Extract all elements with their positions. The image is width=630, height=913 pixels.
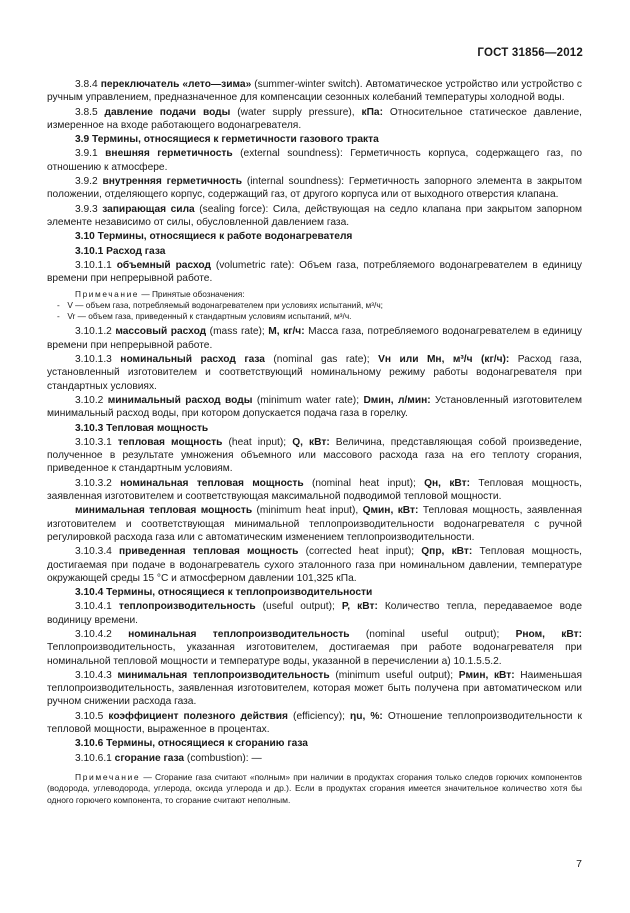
- term-text: Теплопроизводительность, указанная изготовителем, достигаемая при работе водонагревателя при номинальной тепловой мощности и температуре воды, указанной в перечислении а) 10.1.5.5.2.: [47, 642, 582, 667]
- term-text: (corrected heat input);: [298, 546, 422, 558]
- term-unit: Pном, кВт:: [515, 628, 583, 640]
- term-text: (sealing force): Сила, действующая на седло клапана при закрытом запорном элементе независимо от силы, обусловленной давлением газа.: [47, 203, 583, 228]
- term-text: 3.10.6.1: [75, 752, 115, 764]
- term-text: 3.10.5: [75, 710, 109, 722]
- term-definition: [47, 477, 582, 504]
- term-name: номинальная тепловая мощность: [120, 477, 304, 489]
- term-definition: [47, 752, 582, 765]
- term-text: 3.9.3: [75, 203, 103, 215]
- term-text: Тепловая мощность, достигаемая при подаче в водонагреватель сухого эталонного газа при номинальном давлении, температуре окружающей среды 15 °С и атмосферном давлении 101,325 кПа.: [47, 546, 582, 584]
- note-item: - V — объем газа, потребляемый водонагревателем при условиях испытаний, м³/ч;: [57, 300, 383, 311]
- term-text: (mass rate);: [206, 326, 269, 338]
- term-text: (heat input);: [222, 436, 293, 448]
- term-name: давление подачи воды: [104, 106, 231, 118]
- term-text: 3.10.1.3: [75, 354, 121, 366]
- term-name: тепловая мощность: [117, 436, 223, 448]
- term-text: 3.10.1.1: [75, 259, 117, 271]
- term-text: Масса газа, потребляемого водонагревателем в единицу времени при непрерывной работе.: [47, 326, 582, 351]
- term-name: коэффициент полезного действия: [108, 710, 288, 722]
- term-definition: [47, 147, 582, 174]
- term-name: внешняя герметичность: [105, 148, 233, 160]
- term-definition: [47, 436, 582, 476]
- term-definition: [47, 669, 582, 709]
- term-unit: ηu, %:: [350, 710, 383, 722]
- term-name: объемный расход: [116, 259, 211, 271]
- note-obs: [47, 289, 582, 322]
- term-name: массовый расход: [115, 326, 207, 338]
- term-text: (internal soundness): Герметичность запорного элемента в закрытом положении, отделяющего корпус, содержащий газ, от другого корпуса или от выходного отверстия клапана.: [47, 176, 582, 201]
- term-definition: [47, 710, 582, 737]
- note-intro: Примечание — Принятые обозначения:: [75, 289, 245, 300]
- term-text: (efficiency);: [288, 710, 350, 722]
- term-definition: [47, 78, 582, 105]
- term-text: 3.8.4: [75, 79, 101, 90]
- term-unit: P, кВт:: [341, 601, 378, 613]
- term-text: Тепловая мощность, заявленная изготовителем и соответствующая максимальной подводимой тепловой мощности.: [47, 477, 582, 503]
- term-name: внутренняя герметичность: [102, 176, 243, 188]
- term-text: (combustion): —: [184, 752, 262, 764]
- page-number: 7: [576, 858, 582, 870]
- term-text: Расход газа, установленный изготовителем и соответствующий номинальному режиму работы водонагревателя при стандартных условиях.: [47, 354, 583, 392]
- term-definition: [47, 325, 582, 352]
- term-name: запирающая сила: [102, 203, 195, 215]
- term-unit: Qмин, кВт:: [362, 505, 419, 517]
- term-text: 3.10.1.2: [75, 326, 116, 338]
- term-text: (water supply pressure),: [230, 106, 362, 118]
- term-text: 3.10.3.4: [75, 546, 120, 558]
- term-unit: Qн, кВт:: [424, 477, 471, 489]
- terms-block-1: [47, 78, 582, 285]
- term-definition: [47, 175, 582, 202]
- term-text: Тепловая мощность, заявленная изготовителем и соответствующая минимальной теплопроизводительности водонагревателя с ручной регулировкой расхода газа или с автоматическим изменением теплопроизводительности.: [47, 505, 582, 543]
- term-text: (useful output);: [255, 601, 342, 613]
- term-unit: кПа:: [361, 106, 383, 118]
- note-item: - Vr — объем газа, приведенный к стандартным условиям испытаний, м³/ч.: [57, 311, 352, 322]
- term-unit: M, кг/ч:: [268, 326, 305, 338]
- term-name: переключатель «лето—зима»: [100, 79, 252, 90]
- term-text: Установленный изготовителем минимальный расход воды, при котором допускается подача газа в горелку.: [47, 394, 582, 420]
- term-text: Величина, представляющая собой произведение, полученное в результате умножения объемного или массового расхода газа на его теплоту сгорания, приведенное к стандартным условиям.: [47, 436, 583, 475]
- term-definition: [47, 106, 582, 133]
- document-header: ГОСТ 31856—2012: [477, 47, 583, 59]
- term-name: номинальная теплопроизводительность: [128, 628, 350, 640]
- term-definition: [47, 545, 582, 585]
- term-name: номинальный расход газа: [120, 354, 265, 366]
- term-name: минимальный расход воды: [107, 394, 253, 406]
- term-text: Отношение теплопроизводительности к тепловой мощности, выраженное в процентах.: [47, 710, 582, 736]
- term-text: (minimum heat input),: [252, 505, 363, 517]
- term-text: 3.8.5: [75, 106, 105, 118]
- term-name: минимальная теплопроизводительность: [117, 669, 330, 681]
- term-text: (minimum water rate);: [252, 394, 364, 406]
- term-text: (nominal useful output);: [349, 628, 516, 640]
- note-combustion: Примечание — Сгорание газа считают «полным» при наличии в продуктах сгорания только следов горючих компонентов (водорода, углеводорода, углерода, оксида углерода и др.). Если в продуктах сгорания имеется значительное количество хотя бы одного горючего компонента, то сгорание считают неполным.: [47, 771, 582, 805]
- term-definition: [47, 504, 582, 544]
- term-text: 3.9.2: [75, 176, 103, 188]
- term-text: (nominal gas rate);: [264, 354, 379, 366]
- term-text: 3.9.1: [75, 148, 106, 160]
- term-text: 3.10.3.2: [75, 477, 121, 489]
- term-unit: Q, кВт:: [292, 436, 330, 448]
- term-name: минимальная тепловая мощность: [75, 505, 253, 517]
- section-heading: 3.10.4 Термины, относящиеся к теплопроизводительности: [75, 587, 373, 599]
- terms-block-2: [47, 325, 582, 765]
- term-text: 3.10.4.1: [75, 601, 119, 613]
- term-definition: [47, 628, 582, 668]
- term-text: 3.10.4.3: [75, 669, 118, 681]
- term-name: теплопроизводительность: [118, 601, 256, 613]
- term-text: 3.10.3.1: [75, 436, 118, 448]
- term-definition: [47, 394, 582, 421]
- term-text: (external soundness): Герметичность корпуса, содержащего газ, по отношению к атмосфере.: [47, 148, 582, 173]
- term-text: Количество тепла, передаваемое воде водиницу времени.: [47, 601, 582, 626]
- document-body: [47, 77, 582, 806]
- term-text: (nominal heat input);: [303, 477, 425, 489]
- term-text: Наименьшая теплопроизводительность, заявленная изготовителем, которая может быть получена при автоматическом или ручном снижении расхода газа.: [47, 669, 582, 708]
- term-unit: Pмин, кВт:: [458, 669, 515, 681]
- term-name: приведенная тепловая мощность: [119, 546, 299, 558]
- section-heading: 3.9 Термины, относящиеся к герметичности газового тракта: [75, 134, 379, 146]
- term-unit: Vн или Mн, м³/ч (кг/ч):: [378, 354, 510, 366]
- section-heading: 3.10.1 Расход газа: [75, 245, 166, 257]
- term-name: сгорание газа: [114, 752, 185, 764]
- term-text: 3.10.2: [75, 394, 108, 406]
- term-unit: Qпр, кВт:: [421, 546, 473, 558]
- term-text: (volumetric rate): Объем газа, потребляемого водонагревателем в единицу времени при непрерывной работе.: [47, 259, 582, 285]
- section-heading: 3.10.3 Тепловая мощность: [75, 422, 209, 434]
- term-unit: Dмин, л/мин:: [363, 394, 431, 406]
- section-heading: 3.10.6 Термины, относящиеся к сгоранию газа: [75, 738, 308, 750]
- term-text: (summer-winter switch). Автоматическое устройство или устройство с ручным управлением, предназначенное для компенсации сезонных колебаний температуры холодной воды.: [47, 79, 583, 104]
- term-text: (minimum useful output);: [329, 669, 459, 681]
- section-heading: 3.10 Термины, относящиеся к работе водонагревателя: [75, 231, 353, 243]
- term-text: Относительное статическое давление, измеренное на входе работающего водонагревателя.: [47, 106, 582, 131]
- term-definition: [47, 203, 582, 230]
- term-definition: [47, 600, 582, 627]
- term-definition: [47, 353, 582, 393]
- term-definition: [47, 259, 582, 286]
- term-text: 3.10.4.2: [75, 628, 129, 640]
